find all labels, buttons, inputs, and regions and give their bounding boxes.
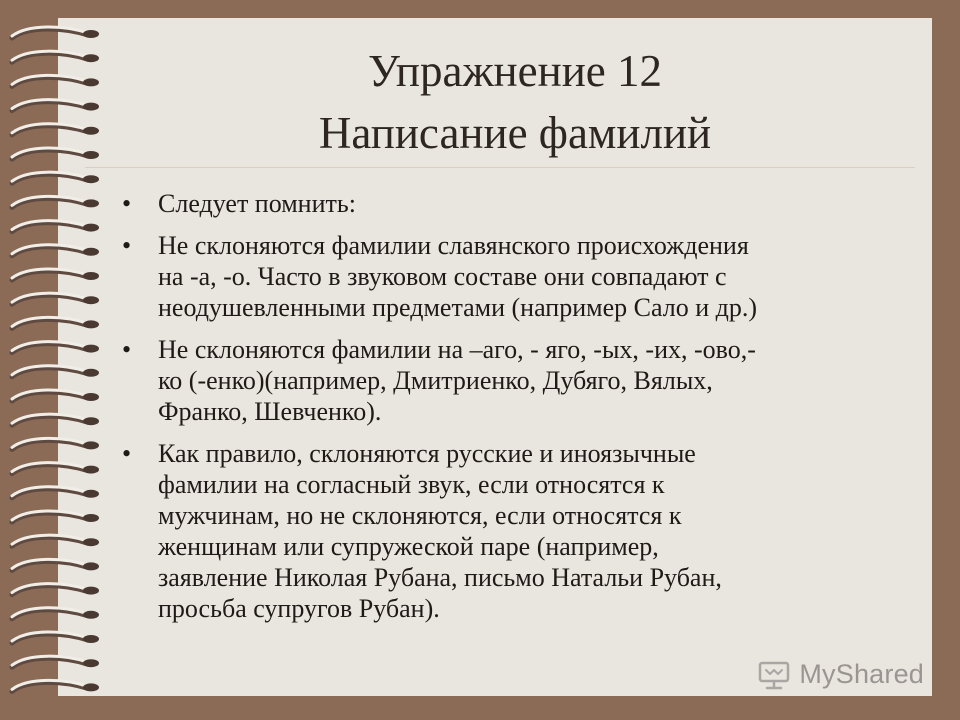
binding-ring [12,342,99,353]
binding-ring [12,75,99,86]
binding-ring [12,535,99,546]
binding-ring [12,608,99,619]
binding-ring [12,124,99,135]
binding-ring [12,221,99,232]
bullet-item: • Не склоняются фамилии на –аго, - яго, -ых, -их, -ово,- ко (-енко)(например, Дмитриенко, Дубяго, Вялых, Франко, Шевченко). [110,334,910,427]
bullet-item: • Не склоняются фамилии славянского происхождения на -а, -о. Часто в звуковом составе они совпадают с неодушевленными предметами (например Сало и др.) [110,230,910,323]
binding-ring [12,172,99,183]
watermark-text: MyShared [799,659,924,689]
binding-ring [12,148,99,159]
binding-ring [12,414,99,425]
binding-ring [12,438,99,449]
slide-title [170,40,860,164]
binding-ring [12,656,99,667]
binding-ring [12,293,99,304]
title-line-2: Написание фамилий [318,108,712,158]
presentation-board-icon [757,660,791,690]
binding-ring [12,317,99,328]
binding-ring [12,269,99,280]
binding-ring [12,366,99,377]
bullet-list [110,188,910,635]
spiral-binding [0,0,120,720]
binding-ring [12,100,99,111]
binding-ring [12,196,99,207]
binding-ring [12,487,99,498]
binding-ring [12,27,99,38]
bullet-item: • Следует помнить: [110,188,910,219]
binding-ring [12,51,99,62]
watermark [757,659,924,690]
binding-ring [12,632,99,643]
binding-ring [12,390,99,401]
binding-ring [12,584,99,595]
binding-ring [12,680,99,691]
binding-ring [12,463,99,474]
title-divider [85,167,915,168]
title-line-1: Упражнение 12 [368,46,662,96]
bullet-item: • Как правило, склоняются русские и иноязычные фамилии на согласный звук, если относятся к мужчинам, но не склоняются, если относятся к женщинам или супружеской паре (например, заявление Николая Рубана, письмо Натальи Рубан, просьба супругов Рубан). [110,438,910,624]
binding-ring [12,559,99,570]
binding-ring [12,511,99,522]
binding-ring [12,245,99,256]
